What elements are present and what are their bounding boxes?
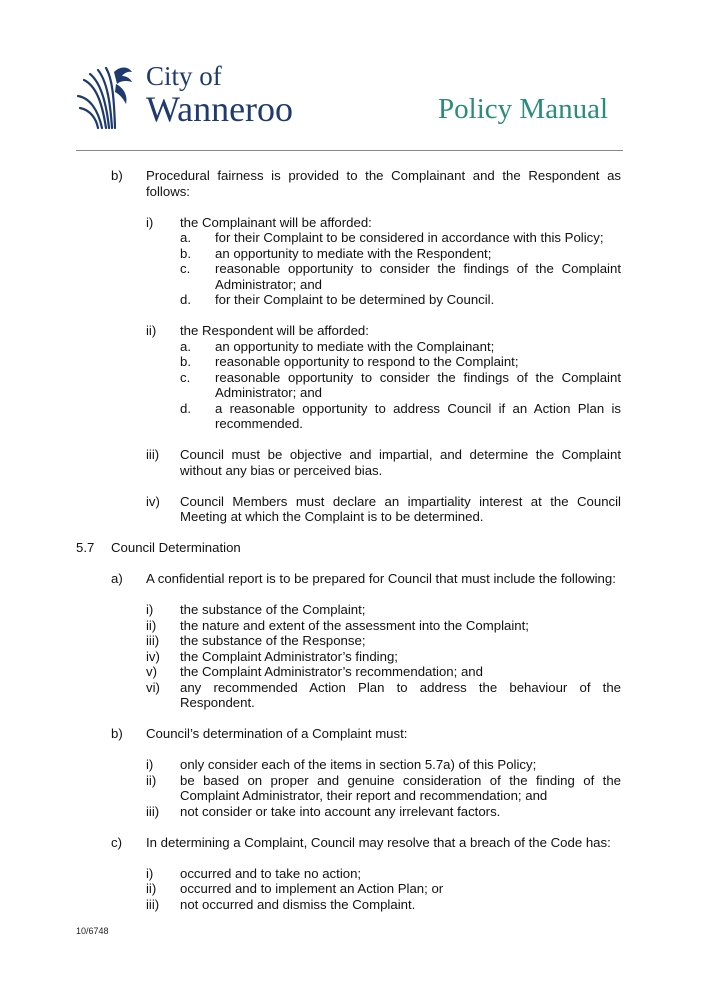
list-item-label: ii) <box>146 617 157 633</box>
list-item <box>0 633 706 649</box>
clause-b-fairness <box>0 168 706 199</box>
list-item-label: v) <box>146 664 157 679</box>
list-item <box>0 680 706 711</box>
list-item-label: c. <box>180 261 191 276</box>
clause-text: In determining a Complaint, Council may resolve that a breach of the Code has: <box>146 834 611 850</box>
clause-c-outcome <box>0 835 706 851</box>
list-item-text: for their Complaint to be considered in accordance with this Policy; <box>215 230 604 245</box>
section-number: 5.7 <box>76 540 95 555</box>
list-item-label: d. <box>180 292 191 307</box>
city-logo-text <box>146 62 293 127</box>
list-item <box>0 664 706 680</box>
list-item-text: occurred and to take no action; <box>180 865 362 881</box>
logo-city: City of <box>146 61 222 91</box>
subclause-text: Council must be objective and impartial, and determine the Complaint without any bias or perceived bias. <box>180 447 621 478</box>
document-reference: 10/6748 <box>76 926 109 936</box>
list-item <box>0 866 706 882</box>
list-item-label: ii) <box>146 881 157 896</box>
list-item-text: be based on proper and genuine consideration of the finding of the Complaint Administrator, their report and recommendation; and <box>180 772 621 803</box>
list-item-label: ii) <box>146 772 157 788</box>
list-item <box>0 246 706 262</box>
subclause-ii <box>0 323 706 339</box>
list-item-text: for their Complaint to be determined by Council. <box>215 292 495 307</box>
list-item <box>0 881 706 897</box>
list-item-text: the substance of the Complaint; <box>180 602 366 617</box>
list-item-label: iv) <box>146 648 160 664</box>
subclause-text: the Complainant will be afforded: <box>180 214 372 230</box>
list-item-label: b. <box>180 354 191 369</box>
logo-name: Wanneroo <box>146 89 294 129</box>
list-item-label: b. <box>180 245 191 261</box>
list-item <box>0 354 706 370</box>
list-item-label: iii) <box>146 633 160 648</box>
clause-label: b) <box>111 726 123 741</box>
list-item <box>0 230 706 246</box>
subclause-label: i) <box>146 214 154 230</box>
list-item-text: not occurred and dismiss the Complaint. <box>180 896 416 912</box>
list-item <box>0 773 706 804</box>
list-item <box>0 649 706 665</box>
list-item-text: any recommended Action Plan to address the behaviour of the Respondent. <box>180 679 621 710</box>
list-item-text: reasonable opportunity to consider the findings of the Complaint Administrator; and <box>215 261 621 292</box>
clause-text: A confidential report is to be prepared for Council that must include the following: <box>146 571 616 586</box>
list-item <box>0 618 706 634</box>
list-item <box>0 602 706 618</box>
clause-text: Council’s determination of a Complaint must: <box>146 726 408 741</box>
city-logo-emblem-icon <box>76 62 146 134</box>
clause-a-report <box>0 571 706 587</box>
list-item-text: not consider or take into account any irrelevant factors. <box>180 803 501 819</box>
list-item <box>0 401 706 432</box>
clause-label: a) <box>111 571 123 586</box>
list-item-label: i) <box>146 602 154 617</box>
list-item-text: the nature and extent of the assessment into the Complaint; <box>180 617 529 633</box>
list-item-label: iii) <box>146 803 160 819</box>
subclause-iii <box>0 447 706 478</box>
subclause-label: iv) <box>146 493 160 509</box>
document-body <box>0 168 706 912</box>
page-title: Policy Manual <box>438 93 608 125</box>
list-item-label: iii) <box>146 896 160 912</box>
list-item <box>0 292 706 308</box>
list-item <box>0 804 706 820</box>
list-item-text: a reasonable opportunity to address Council if an Action Plan is recommended. <box>215 400 621 431</box>
list-item <box>0 897 706 913</box>
list-item-text: occurred and to implement an Action Plan; or <box>180 881 444 896</box>
list-item-text: reasonable opportunity to respond to the Complaint; <box>215 354 519 369</box>
list-item-text: only consider each of the items in section 5.7a) of this Policy; <box>180 757 537 772</box>
list-item-text: the Complaint Administrator’s recommendation; and <box>180 664 483 679</box>
subclause-label: iii) <box>146 447 160 462</box>
list-item <box>0 757 706 773</box>
clause-text: Procedural fairness is provided to the Complainant and the Respondent as follows: <box>146 168 621 199</box>
list-item <box>0 370 706 401</box>
list-item-label: d. <box>180 400 191 416</box>
list-item-label: i) <box>146 757 154 772</box>
list-item-label: vi) <box>146 679 160 695</box>
subclause-iv <box>0 494 706 525</box>
list-item-text: an opportunity to mediate with the Complainant; <box>215 338 495 354</box>
list-item-text: the Complaint Administrator’s finding; <box>180 648 398 664</box>
list-item <box>0 339 706 355</box>
section-title: Council Determination <box>111 540 241 555</box>
clause-label: c) <box>111 834 122 850</box>
list-item-label: a. <box>180 230 191 245</box>
list-item-text: an opportunity to mediate with the Respondent; <box>215 245 492 261</box>
subclause-text: the Respondent will be afforded: <box>180 323 369 338</box>
list-item-text: the substance of the Response; <box>180 633 366 648</box>
list-item-label: i) <box>146 865 154 881</box>
subclause-label: ii) <box>146 323 157 338</box>
subclause-i <box>0 215 706 231</box>
section-heading <box>0 540 706 556</box>
header-divider <box>76 150 623 151</box>
list-item-label: c. <box>180 369 191 385</box>
list-item-label: a. <box>180 338 191 354</box>
list-item <box>0 261 706 292</box>
list-item-text: reasonable opportunity to consider the findings of the Complaint Administrator; and <box>215 369 621 400</box>
subclause-text: Council Members must declare an impartiality interest at the Council Meeting at which the Complaint is to be determined. <box>180 493 621 524</box>
clause-label: b) <box>111 168 123 183</box>
clause-b-determination <box>0 726 706 742</box>
